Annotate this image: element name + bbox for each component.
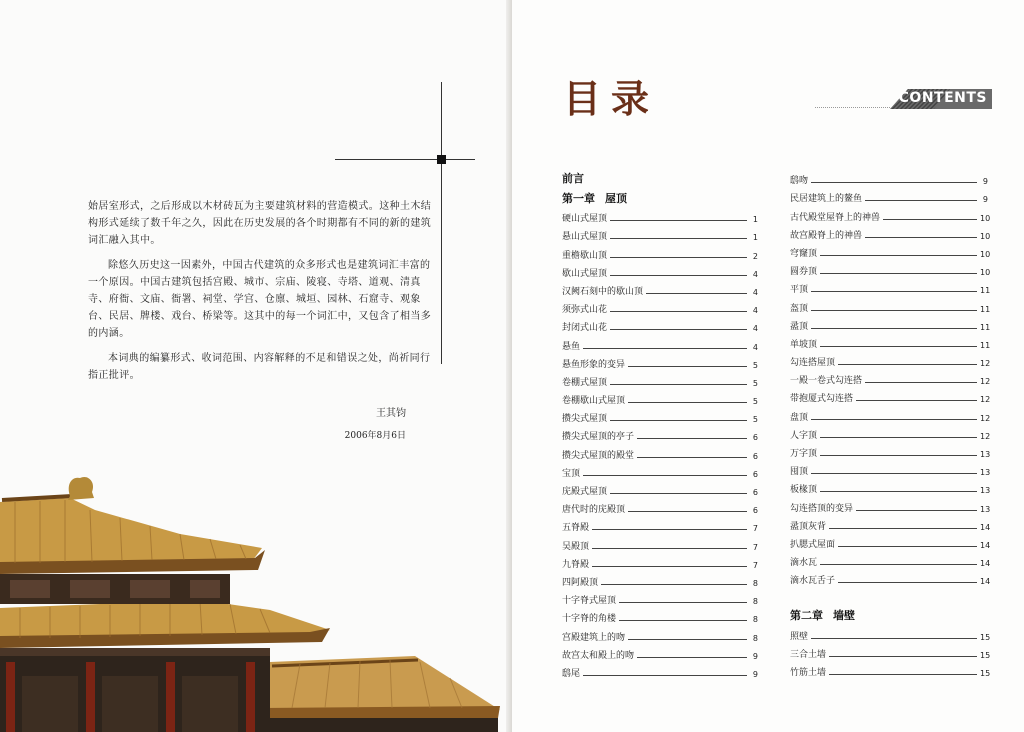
toc-entry-title: 古代殿堂屋脊上的神兽	[790, 212, 881, 223]
toc-page-number: 9	[752, 651, 758, 661]
toc-leader-line	[610, 238, 747, 239]
toc-page-number: 4	[752, 287, 758, 297]
toc-page-number: 9	[982, 195, 988, 205]
toc-page-number: 10	[980, 268, 991, 278]
toc-leader-line	[820, 273, 977, 274]
toc-entry-title: 平顶	[790, 285, 809, 296]
toc-entry	[790, 423, 991, 441]
toc-page-number: 4	[752, 342, 758, 352]
toc-leader-line	[601, 584, 747, 585]
toc-entry	[790, 241, 991, 259]
toc-leader-line	[820, 455, 977, 456]
toc-entry-title: 故宫太和殿上的吻	[562, 650, 635, 661]
toc-page-number: 13	[980, 504, 991, 514]
toc-leader-line	[820, 346, 977, 347]
toc-entry	[790, 532, 991, 550]
toc-entry	[790, 204, 991, 223]
toc-entry-title: 卷棚式屋顶	[562, 377, 608, 388]
toc-page-number: 6	[752, 433, 758, 443]
toc-page-number: 7	[752, 524, 758, 534]
toc-leader-line	[820, 255, 977, 256]
chapter-name: 墙壁	[833, 609, 855, 623]
toc-entry-title: 鸱吻	[790, 176, 809, 187]
toc-page-number: 9	[982, 177, 988, 187]
toc-leader-line	[592, 548, 747, 549]
toc-leader-line	[838, 582, 977, 583]
title-dotted-rule	[815, 107, 890, 108]
toc-page-number: 9	[752, 669, 758, 679]
preface-date: 2006年8月6日	[344, 431, 406, 441]
toc-entry	[790, 277, 991, 296]
toc-leader-line	[856, 400, 977, 401]
toc-page-number: 11	[980, 304, 991, 314]
toc-entry	[562, 352, 758, 370]
toc-leader-line	[646, 293, 747, 294]
toc-leader-line	[610, 220, 747, 221]
toc-page-number: 14	[980, 559, 991, 569]
toc-entry	[790, 441, 991, 459]
toc-entry	[562, 370, 758, 388]
toc-leader-line	[583, 475, 747, 476]
toc-page-number: 7	[752, 560, 758, 570]
toc-entry	[562, 606, 758, 624]
crosshair-horizontal-line	[335, 159, 475, 160]
contents-badge-label: CONTENTS	[898, 90, 987, 106]
toc-leader-line	[811, 419, 977, 420]
toc-column-left	[562, 168, 758, 679]
toc-entry	[790, 368, 991, 387]
toc-section-spacer	[790, 586, 988, 603]
toc-entry-title: 四阿殿顶	[562, 577, 599, 588]
toc-entry-title: 悬鱼形象的变异	[562, 359, 626, 370]
toc-page-number: 10	[980, 231, 991, 241]
toc-page-number: 1	[752, 215, 758, 225]
toc-entry-title: 卷棚歇山式屋顶	[562, 396, 626, 407]
toc-leader-line	[820, 491, 977, 492]
toc-page-number: 12	[980, 395, 991, 405]
contents-badge	[890, 89, 992, 109]
toc-entry	[790, 495, 991, 514]
toc-entry	[562, 461, 758, 479]
chapter-number: 第二章	[790, 609, 823, 623]
toc-leader-line	[610, 311, 747, 312]
toc-entry	[562, 406, 758, 424]
crosshair-vertical-line	[441, 82, 442, 364]
toc-entry-title: 须弥式山花	[562, 305, 608, 316]
toc-leader-line	[865, 200, 977, 201]
toc-entry-title: 单坡顶	[790, 339, 818, 350]
toc-leader-line	[610, 329, 747, 330]
toc-entry-title: 人字顶	[790, 430, 818, 441]
toc-page-number: 6	[752, 469, 758, 479]
toc-entry	[790, 477, 991, 496]
toc-entry-title: 攒尖式屋顶	[562, 414, 608, 425]
toc-leader-line	[811, 310, 977, 311]
toc-entry	[562, 624, 758, 642]
toc-entry-title: 宫殿建筑上的吻	[562, 632, 626, 643]
toc-chapter-heading	[790, 603, 988, 623]
toc-page-number: 13	[980, 450, 991, 459]
toc-page-number: 6	[752, 488, 758, 497]
toc-entry-title: 囤顶	[790, 467, 809, 478]
toc-entry	[562, 279, 758, 297]
toc-leader-line	[829, 528, 977, 529]
toc-leader-line	[610, 420, 747, 421]
toc-entry-title: 盝顶	[790, 321, 809, 332]
toc-entry	[790, 459, 991, 478]
toc-leader-line	[637, 457, 747, 458]
toc-page-number: 8	[752, 615, 758, 625]
toc-entry-title: 带抱厦式勾连搭	[790, 394, 854, 405]
toc-entry-title: 竹筋土墙	[790, 667, 827, 678]
toc-entry	[790, 259, 991, 278]
toc-leader-line	[811, 638, 977, 639]
toc-page-number: 10	[980, 213, 991, 223]
toc-leader-line	[865, 237, 977, 238]
toc-entry	[790, 568, 991, 587]
toc-entry-title: 悬山式屋顶	[562, 232, 608, 243]
toc-leader-line	[820, 437, 977, 438]
toc-leader-line	[637, 657, 747, 658]
toc-entry	[562, 315, 758, 333]
toc-leader-line	[592, 566, 747, 567]
toc-leader-line	[628, 366, 747, 367]
toc-entry	[562, 515, 758, 533]
toc-entry-title: 吴殿顶	[562, 541, 590, 552]
toc-entry	[790, 660, 991, 678]
toc-page-number: 15	[980, 668, 991, 678]
toc-entry	[790, 332, 991, 350]
toc-entry-title: 攒尖式屋顶的亭子	[562, 432, 635, 443]
toc-entry-title: 三合土墙	[790, 649, 827, 660]
toc-entry	[562, 661, 758, 679]
toc-page-number: 14	[980, 540, 991, 550]
toc-entry-title: 十字脊的角楼	[562, 614, 617, 625]
toc-leader-line	[820, 564, 977, 565]
toc-entry	[790, 350, 991, 369]
toc-entry	[562, 261, 758, 279]
preface-paragraph: 本词典的编纂形式、收词范围、内容解释的不足和错误之处，尚祈同行指正批评。	[88, 353, 431, 381]
toc-entry-title: 故宫殿脊上的神兽	[790, 230, 863, 241]
toc-page-number: 4	[752, 269, 758, 279]
toc-leader-line	[883, 219, 977, 220]
chapter-name: 屋顶	[605, 192, 627, 205]
toc-leader-line	[811, 473, 977, 474]
toc-entry-title: 汉阙石刻中的歇山顶	[562, 286, 644, 297]
toc-page-number: 11	[980, 340, 991, 350]
preface-paragraph: 始居室形式，之后形成以木材砖瓦为主要建筑材料的营造模式。这种土木结构形式延续了数千年之久，因此在历史发展的各个时期都有不同的新的建筑词汇融入其中。	[88, 201, 432, 246]
toc-entry	[790, 404, 991, 423]
toc-entry-title: 滴水瓦	[790, 558, 818, 569]
toc-leader-line	[610, 275, 747, 276]
toc-entry-title: 唐代时的庑殿顶	[562, 505, 626, 516]
toc-entry-title: 庑殿式屋顶	[562, 487, 608, 497]
toc-page-number: 5	[752, 397, 758, 407]
toc-leader-line	[829, 674, 977, 675]
toc-leader-line	[811, 328, 977, 329]
toc-entry-title: 一殿一卷式勾连搭	[790, 376, 863, 387]
toc-page-number: 14	[980, 522, 991, 532]
toc-entry	[562, 224, 758, 242]
toc-entry-title: 硬山式屋顶	[562, 214, 608, 225]
toc-entry-title: 重檐歇山顶	[562, 250, 608, 261]
toc-leader-line	[583, 348, 747, 349]
toc-entry	[562, 570, 758, 588]
toc-leader-line	[637, 438, 747, 439]
preface-paragraph: 除悠久历史这一因素外，中国古代建筑的众多形式也是建筑词汇丰富的一个原因。中国古建筑包括宫殿、城市、宗庙、陵寝、寺塔、道观、清真寺、府衙、文庙、衙署、祠堂、学宫、仓廪、城垣、园林、石窟寺、观象台、民居、牌楼、戏台、桥梁等。这其中的每一个词汇中，又包含了相当多的内涵。	[88, 260, 432, 339]
toc-entry-title: 九脊殿	[562, 559, 590, 570]
toc-entry	[562, 533, 758, 551]
toc-leader-line	[583, 675, 747, 676]
toc-entry-title: 鸱尾	[562, 668, 581, 679]
toc-leader-line	[838, 546, 977, 547]
toc-column-right	[790, 168, 991, 678]
toc-entry-title: 宝顶	[562, 468, 581, 479]
toc-entry	[562, 333, 758, 351]
toc-leader-line	[619, 620, 747, 621]
toc-entry-title: 歇山式屋顶	[562, 268, 608, 279]
toc-entries-chapter2	[790, 623, 991, 678]
toc-leader-line	[811, 182, 977, 183]
toc-entry-title: 封闭式山花	[562, 323, 608, 334]
toc-leader-line	[856, 510, 977, 511]
toc-entry-title: 滴水瓦舌子	[790, 576, 836, 587]
toc-leader-line	[610, 257, 747, 258]
toc-entry-title: 盝顶灰背	[790, 521, 827, 532]
toc-leader-line	[628, 511, 747, 512]
toc-entries-left	[562, 206, 758, 679]
toc-page-number: 14	[980, 577, 991, 587]
toc-page-number: 5	[752, 378, 758, 388]
toc-entry	[562, 242, 758, 260]
toc-entry-title: 万字顶	[790, 449, 818, 459]
toc-entry-title: 勾连搭屋顶	[790, 358, 836, 369]
toc-leader-line	[628, 402, 747, 403]
toc-entry	[562, 497, 758, 515]
toc-page-number: 15	[980, 632, 991, 642]
toc-page-number: 5	[752, 360, 758, 370]
toc-page-number: 15	[980, 650, 991, 660]
toc-entry-title: 民居建筑上的鳌鱼	[790, 194, 863, 205]
toc-entry-title: 照壁	[790, 631, 809, 642]
toc-entry	[562, 552, 758, 570]
chapter-number: 第一章	[562, 192, 595, 205]
toc-entry	[562, 442, 758, 460]
toc-entry	[562, 206, 758, 224]
toc-page-number: 4	[752, 324, 758, 334]
toc-page-number: 7	[752, 542, 758, 552]
toc-entry	[562, 424, 758, 442]
toc-page-number: 6	[752, 451, 758, 461]
toc-page-number: 12	[980, 413, 991, 423]
toc-entries-right	[790, 168, 991, 587]
toc-leader-line	[619, 602, 747, 603]
toc-entry	[562, 643, 758, 661]
toc-entry-title: 悬鱼	[562, 341, 581, 352]
toc-entry	[790, 168, 988, 186]
preface-text	[88, 198, 433, 392]
toc-entry-title: 穹窿顶	[790, 248, 818, 259]
toc-leader-line	[865, 382, 977, 383]
toc-entry-title: 板椽顶	[790, 485, 818, 496]
toc-entry	[790, 642, 991, 660]
toc-entry	[790, 514, 991, 532]
palace-roof-illustration	[0, 470, 512, 732]
toc-page-number: 11	[980, 286, 991, 296]
toc-entry	[790, 314, 991, 332]
toc-page-number: 11	[980, 322, 991, 332]
toc-page-number: 4	[752, 306, 758, 316]
toc-entry	[790, 295, 991, 314]
crosshair-square-mark	[437, 155, 446, 164]
toc-entry-title: 勾连搭顶的变异	[790, 503, 854, 514]
author-name: 王其钧	[376, 408, 406, 419]
toc-entry	[562, 588, 758, 606]
toc-entry	[562, 388, 758, 406]
toc-page-number: 13	[980, 468, 991, 478]
toc-page-number: 8	[752, 633, 758, 643]
toc-leader-line	[610, 384, 747, 385]
toc-page-number: 5	[752, 415, 758, 425]
toc-page-number: 1	[752, 233, 758, 243]
toc-leader-line	[811, 291, 977, 292]
toc-page-number: 12	[980, 431, 991, 441]
toc-chapter-heading	[562, 186, 758, 206]
toc-preface-heading: 前言	[562, 172, 584, 185]
toc-page-number: 8	[752, 578, 758, 588]
toc-page-number: 6	[752, 506, 758, 516]
toc-entry	[562, 479, 758, 497]
toc-entry-title: 十字脊式屋顶	[562, 596, 617, 607]
toc-leader-line	[592, 529, 747, 530]
toc-entry	[790, 386, 991, 405]
toc-page-number: 10	[980, 249, 991, 259]
toc-entry	[790, 223, 991, 241]
toc-leader-line	[829, 656, 977, 657]
toc-entry	[790, 550, 991, 569]
toc-entry-title: 圆券顶	[790, 267, 818, 278]
toc-page-number: 2	[752, 251, 758, 261]
toc-entry-title: 盘顶	[790, 412, 809, 423]
toc-entry-title: 盔顶	[790, 303, 809, 314]
toc-entry-title: 扒腮式屋面	[790, 539, 836, 550]
toc-entry-title: 五脊殿	[562, 523, 590, 534]
toc-page-number: 8	[752, 597, 758, 607]
toc-entry	[790, 186, 988, 204]
toc-page-number: 12	[980, 359, 991, 369]
toc-page-number: 13	[980, 486, 991, 496]
toc-title: 目录	[563, 77, 660, 121]
toc-leader-line	[610, 493, 747, 494]
toc-entry	[790, 623, 991, 642]
toc-leader-line	[628, 639, 747, 640]
toc-page-number: 12	[980, 377, 991, 387]
toc-leader-line	[838, 364, 977, 365]
toc-entry-title: 攒尖式屋顶的殿堂	[562, 450, 635, 461]
toc-entry	[562, 297, 758, 315]
